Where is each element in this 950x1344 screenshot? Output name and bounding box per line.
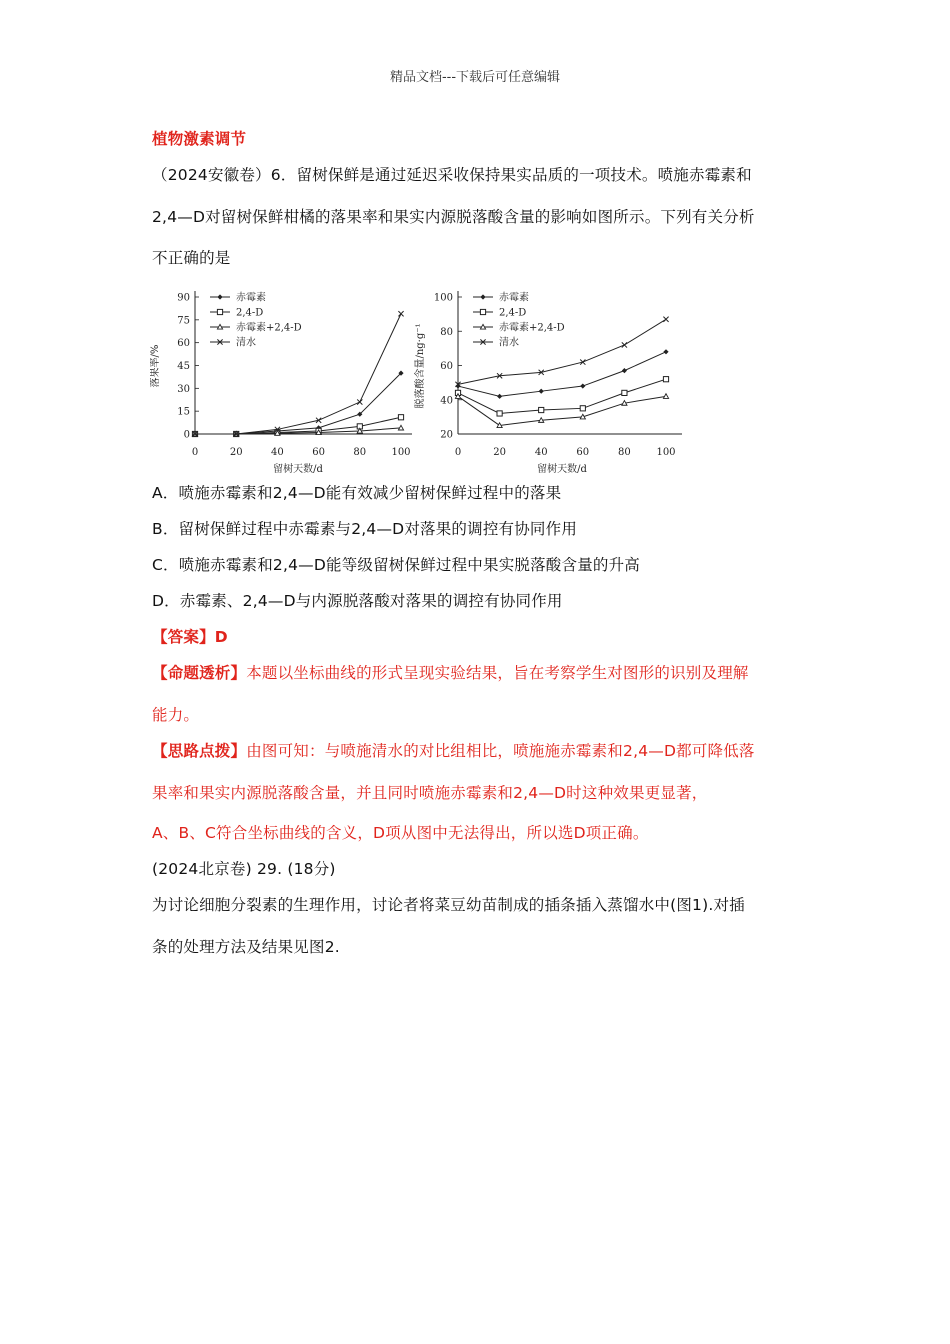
figure-charts — [150, 282, 690, 477]
data-point — [497, 394, 502, 399]
hint-line-1 — [152, 739, 755, 761]
hint-text-1: 由图可知：与喷施清水的对比组相比，喷施施赤霉素和2,4—D都可降低落 — [246, 742, 755, 760]
hint-line-3: A、B、C符合坐标曲线的含义，D项从图中无法得出，所以选D项正确。 — [152, 824, 649, 842]
analysis-line-1 — [152, 661, 749, 683]
hint-tag: 【思路点拨】 — [152, 742, 247, 760]
question-29-line-3: 条的处理方法及结果见图2. — [152, 938, 340, 956]
data-point — [398, 415, 403, 420]
x-tick-label: 80 — [353, 447, 367, 458]
data-point — [622, 342, 627, 347]
analysis-line-2: 能力。 — [152, 706, 200, 724]
option-c: C．喷施赤霉素和2,4—D能等级留树保鲜过程中果实脱落酸含量的升高 — [152, 556, 641, 574]
legend-label: 赤霉素+2,4-D — [236, 322, 302, 334]
x-tick-label: 20 — [493, 447, 506, 458]
series-line — [458, 379, 666, 413]
analysis-tag: 【命题透析】 — [152, 664, 247, 682]
y-axis-label: 脱落酸含量/ng·g⁻¹ — [415, 323, 426, 409]
answer: 【答案】D — [152, 628, 228, 646]
question-29-line-1: (2024北京卷) 29. (18分) — [152, 860, 336, 878]
question-6-line-1: （2024安徽卷）6．留树保鲜是通过延迟采收保持果实品质的一项技术。喷施赤霉素和 — [152, 166, 752, 184]
x-tick-label: 40 — [271, 447, 284, 458]
data-point — [357, 399, 362, 404]
y-axis-label: 落果率/% — [150, 344, 161, 388]
data-point — [663, 349, 668, 354]
question-29-line-2: 为讨论细胞分裂素的生理作用，讨论者将菜豆幼苗制成的插条插入蒸馏水中(图1).对插 — [152, 896, 745, 914]
series-line — [195, 428, 401, 434]
x-axis-label: 留树天数/d — [537, 464, 587, 475]
legend-label: 赤霉素 — [236, 292, 266, 304]
y-tick-label: 20 — [440, 429, 453, 441]
data-point — [580, 406, 585, 411]
x-tick-label: 80 — [618, 447, 631, 458]
y-tick-label: 60 — [177, 338, 190, 350]
y-tick-label: 15 — [177, 406, 190, 418]
data-point — [539, 389, 544, 394]
y-tick-label: 30 — [177, 383, 190, 395]
legend-label: 2,4-D — [499, 307, 527, 319]
option-d: D．赤霉素、2,4—D与内源脱落酸对落果的调控有协同作用 — [152, 592, 563, 610]
legend-label: 清水 — [236, 337, 256, 349]
y-tick-label: 80 — [440, 326, 453, 338]
legend-label: 2,4-D — [236, 307, 264, 319]
legend-marker — [217, 294, 222, 299]
option-a: A．喷施赤霉素和2,4—D能有效减少留树保鲜过程中的落果 — [152, 484, 562, 502]
legend-label: 赤霉素 — [499, 292, 529, 304]
question-6-line-2: 2,4—D对留树保鲜柑橘的落果率和果实内源脱落酸含量的影响如图所示。下列有关分析 — [152, 208, 755, 226]
data-point — [622, 390, 627, 395]
data-point — [663, 377, 668, 382]
data-point — [663, 317, 668, 322]
page-header: 精品文档---下载后可任意编辑 — [389, 70, 561, 85]
x-axis-label: 留树天数/d — [273, 464, 323, 475]
y-tick-label: 40 — [440, 395, 453, 407]
x-tick-label: 100 — [656, 447, 676, 458]
y-tick-label: 45 — [177, 361, 190, 372]
data-point — [622, 368, 627, 373]
x-tick-label: 20 — [229, 447, 243, 458]
data-point — [663, 394, 668, 399]
x-tick-label: 0 — [454, 447, 462, 458]
data-point — [539, 407, 544, 412]
option-b: B．留树保鲜过程中赤霉素与2,4—D对落果的调控有协同作用 — [152, 520, 578, 538]
series-line — [458, 396, 666, 425]
y-tick-label: 100 — [433, 292, 453, 304]
section-title: 植物激素调节 — [152, 130, 247, 148]
y-tick-label: 0 — [183, 429, 190, 441]
legend-marker — [217, 309, 222, 314]
legend-label: 赤霉素+2,4-D — [499, 322, 565, 334]
hint-line-2: 果率和果实内源脱落酸含量，并且同时喷施赤霉素和2,4—D时这种效果更显著， — [152, 784, 708, 802]
x-tick-label: 0 — [191, 447, 199, 458]
x-tick-label: 60 — [576, 447, 590, 458]
legend-marker — [480, 294, 485, 299]
data-point — [398, 311, 403, 316]
legend-label: 清水 — [499, 337, 519, 349]
legend-marker — [480, 309, 485, 314]
y-tick-label: 90 — [177, 292, 190, 304]
data-point — [497, 411, 502, 416]
series-line — [195, 417, 401, 434]
analysis-text-1: 本题以坐标曲线的形式呈现实验结果，旨在考察学生对图形的识别及理解 — [246, 664, 749, 682]
data-point — [580, 383, 585, 388]
chart-fruit-drop-rate — [150, 291, 412, 476]
question-6-line-3: 不正确的是 — [152, 249, 231, 267]
x-tick-label: 40 — [534, 447, 548, 458]
x-tick-label: 100 — [391, 447, 411, 458]
y-tick-label: 60 — [440, 361, 453, 372]
x-tick-label: 60 — [312, 447, 325, 458]
chart-abscisic-acid-content — [413, 291, 682, 476]
y-tick-label: 75 — [177, 315, 190, 327]
